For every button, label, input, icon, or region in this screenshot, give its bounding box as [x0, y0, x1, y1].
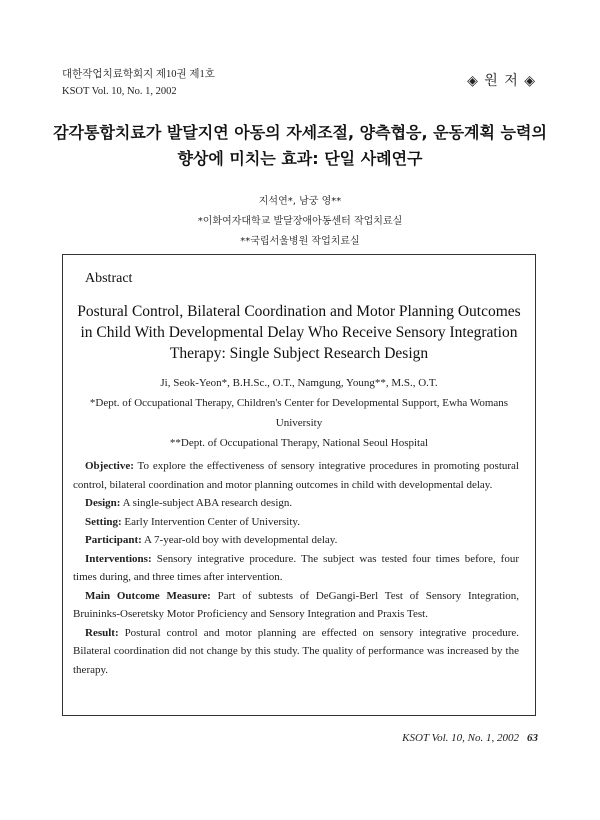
english-author-names: Ji, Seok-Yeon*, B.H.Sc., O.T., Namgung, Young**, M.S., O.T. — [160, 377, 438, 389]
abstract-outcome-measure — [73, 587, 519, 624]
journal-header — [62, 66, 215, 100]
korean-title — [40, 120, 560, 172]
outcome-measure-label: Main Outcome Measure: — [85, 589, 211, 602]
setting-label: Setting: — [85, 515, 122, 528]
english-title-line-1: Postural Control, Bilateral Coordination and Motor Planning Outcomes — [77, 303, 521, 320]
abstract-heading: Abstract — [85, 271, 133, 286]
english-title-line-3: Therapy: Single Subject Research Design — [169, 345, 429, 362]
abstract-design — [73, 494, 519, 513]
page-number: 63 — [527, 732, 538, 744]
article-type-label: ◈ 원 저 ◈ — [467, 73, 536, 89]
abstract-interventions — [73, 550, 519, 587]
abstract-setting — [73, 513, 519, 532]
participant-text: A 7-year-old boy with developmental delay. — [141, 534, 338, 546]
outcome-measure-text: Part of subtests of DeGangi-Berl Test of Sensory Integration, Bruininks-Oseretsky Motor Proficiency and Sensory Integration and Praxis Test. — [73, 589, 520, 620]
page-footer — [402, 732, 538, 744]
footer-journal-ref: KSOT Vol. 10, No. 1, 2002 — [402, 732, 519, 744]
abstract-objective — [73, 457, 519, 494]
abstract-result — [73, 624, 519, 680]
objective-label: Objective: — [85, 460, 134, 472]
objective-text: To explore the effectiveness of sensory integrative procedures in promoting postural control, bilateral coordination and motor planning outcomes in child with developmental delay. — [73, 460, 519, 491]
result-text: Postural control and motor planning are effected on sensory integrative procedure. Bilateral coordination did not change by this study. The quality of performance was increased by the therapy. — [73, 626, 519, 676]
journal-name-ko: 대한작업치료학회지 제10권 제1호 — [62, 69, 215, 80]
interventions-text: Sensory integrative procedure. The subject was tested four times before, four times during, and three times after intervention. — [73, 552, 519, 583]
korean-author-names: 지석연*, 남궁 영** — [258, 196, 342, 207]
setting-text: Early Intervention Center of University. — [121, 515, 300, 528]
korean-affiliation-2: **국립서울병원 작업치료실 — [240, 236, 360, 247]
english-affiliation-1: *Dept. of Occupational Therapy, Children's Center for Developmental Support, Ewha Womans University — [89, 397, 509, 429]
design-label: Design: — [85, 497, 121, 509]
korean-title-line-1: 감각통합치료가 발달지연 아동의 자세조절, 양측협응, 운동계획 능력의 — [53, 123, 547, 142]
korean-affiliation-1: *이화여자대학교 발달장애아동센터 작업치료실 — [197, 216, 403, 227]
english-title-line-2: in Child With Developmental Delay Who Receive Sensory Integration — [80, 324, 518, 341]
interventions-label: Interventions: — [85, 552, 152, 565]
korean-authors-block — [40, 192, 560, 252]
korean-title-line-2: 향상에 미치는 효과: 단일 사례연구 — [177, 149, 423, 168]
result-label: Result: — [85, 626, 119, 639]
english-authors-block — [71, 373, 527, 453]
abstract-body — [73, 457, 519, 679]
abstract-box — [62, 254, 536, 716]
journal-volume: KSOT Vol. 10, No. 1, 2002 — [62, 86, 177, 97]
abstract-participant — [73, 531, 519, 550]
design-text: A single-subject ABA research design. — [120, 497, 293, 509]
english-affiliation-2: **Dept. of Occupational Therapy, National Seoul Hospital — [169, 437, 429, 449]
english-title — [69, 301, 529, 364]
participant-label: Participant: — [85, 534, 142, 546]
